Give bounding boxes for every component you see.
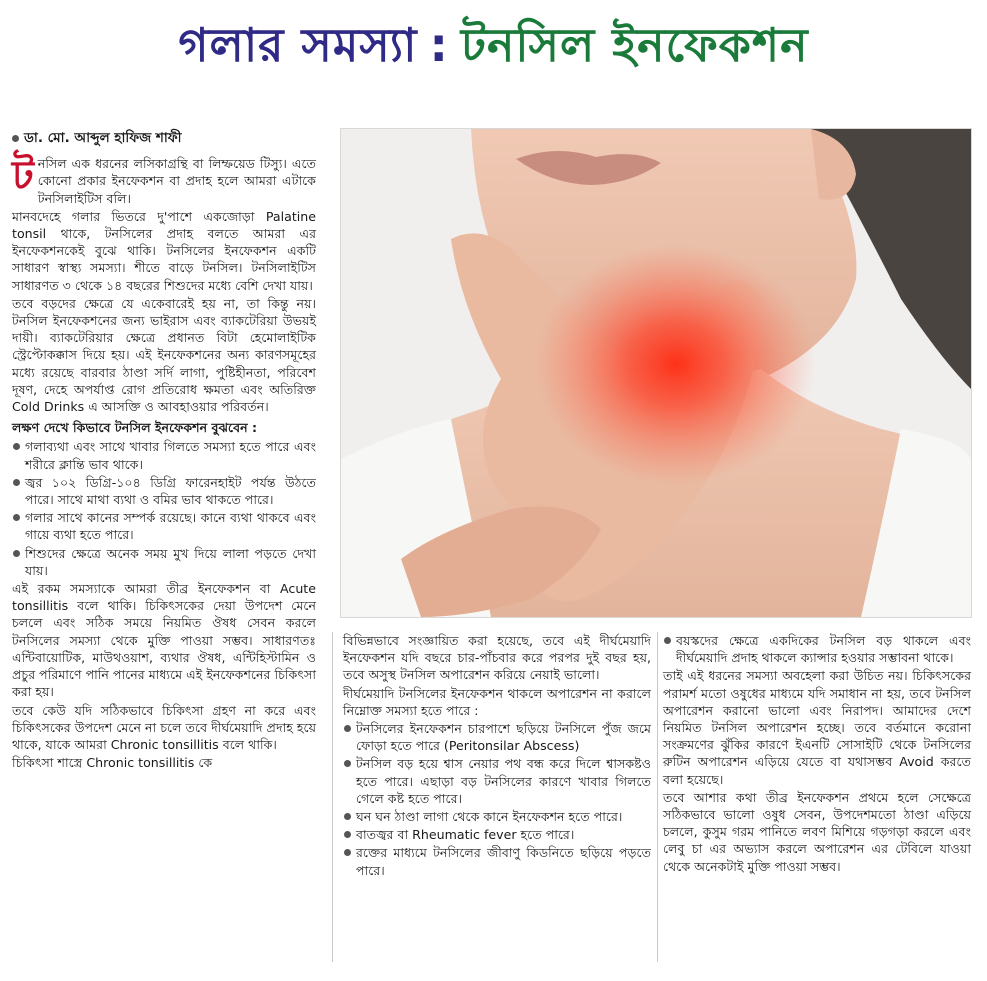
complications-list-continued [663,632,971,666]
column-divider [332,632,333,962]
article-column-3 [663,632,971,876]
list-item: ঘন ঘন ঠাণ্ডা লাগা থেকে কানে ইনফেকশন হতে পারে। [343,808,651,825]
list-item: বাতজ্বর বা Rheumatic fever হতে পারে। [343,826,651,843]
symptoms-heading: লক্ষণ দেখে কিভাবে টনসিল ইনফেকশন বুঝবেন : [12,420,258,436]
byline [12,130,316,147]
paragraph: চিকিৎসা শাস্ত্রে Chronic tonsillitis কে [12,755,213,771]
list-item: রক্তের মাধ্যমে টনসিলের জীবাণু কিডনিতে ছড়িয়ে পড়তে পারে। [343,844,651,878]
paragraph: তবে কেউ যদি সঠিকভাবে চিকিৎসা গ্রহণ না করে এবং চিকিৎসকের উপদেশ মেনে না চলে তবে দীর্ঘমেয়াদি প্রদাহ হয়ে থাকে, যাকে আমরা Chronic tonsillitis বলে থাকি। [12,702,316,752]
byline-bullet-icon [12,135,19,142]
paragraph: তবে বড়দের ক্ষেত্রে যে একেবারেই হয় না, তা কিন্তু নয়। টনসিল ইনফেকশনের জন্য ভাইরাস এবং ব্যাকটেরিয়া উভয়ই দায়ী। ব্যাকটেরিয়ার ক্ষেত্রে প্রধানত বিটা হেমোলাইটিক স্ট্রেপ্টোকক্কাস দিয়ে হয়। এই ইনফেকশনের অন্য কারণসমূহের মধ্যে রয়েছে বারবার ঠাণ্ডা সর্দি লাগা, পুষ্টিহীনতা, পরিবেশ দূষণ, দেহে অপর্যাপ্ত রোগ প্রতিরোধ ক্ষমতা এবং অতিরিক্ত Cold Drinks এ আসক্তি ও আবহাওয়ার পরিবর্তন। [12,295,316,415]
paragraph: তবে আশার কথা তীব্র ইনফেকশন প্রথমে হলে সেক্ষেত্রে সঠিকভাবে ভালো ওষুধ সেবন, উপদেশমতো ঠাণ্ডা এড়িয়ে চললে, কুসুম গরম পানিতে লবণ মিশিয়ে গড়গড়া করলে এবং লেবু চা এর অভ্যাস করলে অপারেশন এর টেবিলে যাওয়া থেকে অনেকটাই মুক্তি পাওয়া সম্ভব। [663,789,971,874]
list-item: গলার সাথে কানের সম্পর্ক রয়েছে। কানে ব্যথা থাকবে এবং গায়ে ব্যথা হতে পারে। [12,509,316,543]
list-item: শিশুদের ক্ষেত্রে অনেক সময় মুখ দিয়ে লালা পড়তে দেখা যায়। [12,545,316,579]
paragraph: তাই এই ধরনের সমস্যা অবহেলা করা উচিত নয়। চিকিৎসকের পরামর্শ মতো ওষুধের মাধ্যমে যদি সমাধান না হয়, তবে টনসিল অপারেশন করানো ভালো এবং নিরাপদ। আমাদের দেশে নিয়মিত টনসিল অপারেশন হচ্ছে। তবে বর্তমানে করোনা সংক্রমণের ঝুঁকির কারণে ইএনটি সোসাইটি থেকে টনসিলের রুটিন অপারেশন এড়িয়ে যেতে বা যথাসম্ভব Avoid করতে বলা হয়েছে। [663,668,971,787]
column-divider [657,632,658,962]
paragraph: বিভিন্নভাবে সংজ্ঞায়িত করা হয়েছে, তবে এই দীর্ঘমেয়াদি ইনফেকশন যদি বছরে চার-পাঁচবার করে পরপর দুই বছর হয়, তবে অসুস্থ টনসিল অপারেশন করিয়ে নেয়াই ভালো। [343,633,651,683]
headline-part1: গলার সমস্যা [178,18,418,72]
list-item: টনসিলের ইনফেকশন চারপাশে ছড়িয়ে টনসিলে পুঁজ জমে ফোড়া হতে পারে (Peritonsilar Abscess) [343,720,651,754]
article-photo [340,128,972,618]
article-column-1 [12,130,316,772]
paragraph: এই রকম সমস্যাকে আমরা তীব্র ইনফেকশন বা Acute tonsillitis বলে থাকি। চিকিৎসকের দেয়া উপদেশ মেনে চললে এবং সঠিক সময়ে নিয়মিত ঔষধ সেবন করলে টনসিলের সমস্যা থেকে মুক্তি পাওয়া সম্ভব। সাধারণতঃ এন্টিবায়োটিক, মাউথওয়াশ, ব্যথার ঔষধ, এন্টিহিস্টামিন ও প্রচুর পরিমাণে পানি পানের মাধ্যমে এই ইনফেকশনের চিকিৎসা করা হয়। [12,581,316,700]
list-item: গলাব্যথা এবং সাথে খাবার গিলতে সমস্যা হতে পারে এবং শরীরে ক্লান্তি ভাব থাকে। [12,438,316,472]
throat-pain-illustration [341,129,971,617]
list-item: বয়স্কদের ক্ষেত্রে একদিকের টনসিল বড় থাকলে এবং দীর্ঘমেয়াদি প্রদাহ থাকলে ক্যান্সার হওয়ার সম্ভাবনা থাকে। [663,632,971,666]
intro-paragraph [12,155,316,207]
author-name: ডা. মো. আব্দুল হাফিজ শাফী [24,130,182,146]
list-item: জ্বর ১০২ ডিগ্রি-১০৪ ডিগ্রি ফারেনহাইট পর্যন্ত উঠতে পারে। সাথে মাথা ব্যথা ও বমির ভাব থাকতে পারে। [12,474,316,508]
intro-text: নসিল এক ধরনের লসিকাগ্রন্থি বা লিম্ফয়েড টিস্যু। এতে কোনো প্রকার ইনফেকশন বা প্রদাহ হলে আমরা এটাকে টনসিলাইটিস বলি। [37,156,316,206]
complications-list [343,720,651,879]
headline-part2: টনসিল ইনফেকশন [460,18,809,72]
article-column-2 [343,632,651,880]
paragraph: মানবদেহে গলার ভিতরে দু'পাশে একজোড়া Palatine tonsil থাকে, টনসিলের প্রদাহ বলতে আমরা এর ইনফেকশনকেই বুঝে থাকি। টনসিলের ইনফেকশন একটি সাধারণ স্বাস্থ্য সমস্যা। শীতে বাড়ে টনসিল। টনসিলাইটিস সাধারণত ৩ থেকে ১৪ বছরের শিশুদের মধ্যে বেশি দেখা যায়। [12,208,316,293]
paragraph: দীর্ঘমেয়াদি টনসিলের ইনফেকশন থাকলে অপারেশন না করালে নিম্নোক্ত সমস্যা হতে পারে : [343,685,651,718]
drop-cap: ট [12,153,34,200]
symptoms-list [12,438,316,579]
headline [0,6,987,84]
headline-separator: : [429,18,449,72]
list-item: টনসিল বড় হয়ে শ্বাস নেয়ার পথ বন্ধ করে দিলে শ্বাসকষ্টও হতে পারে। এছাড়া বড় টনসিলের কারণে খাবার গিলতে গেলে কষ্ট হতে পারে। [343,755,651,807]
